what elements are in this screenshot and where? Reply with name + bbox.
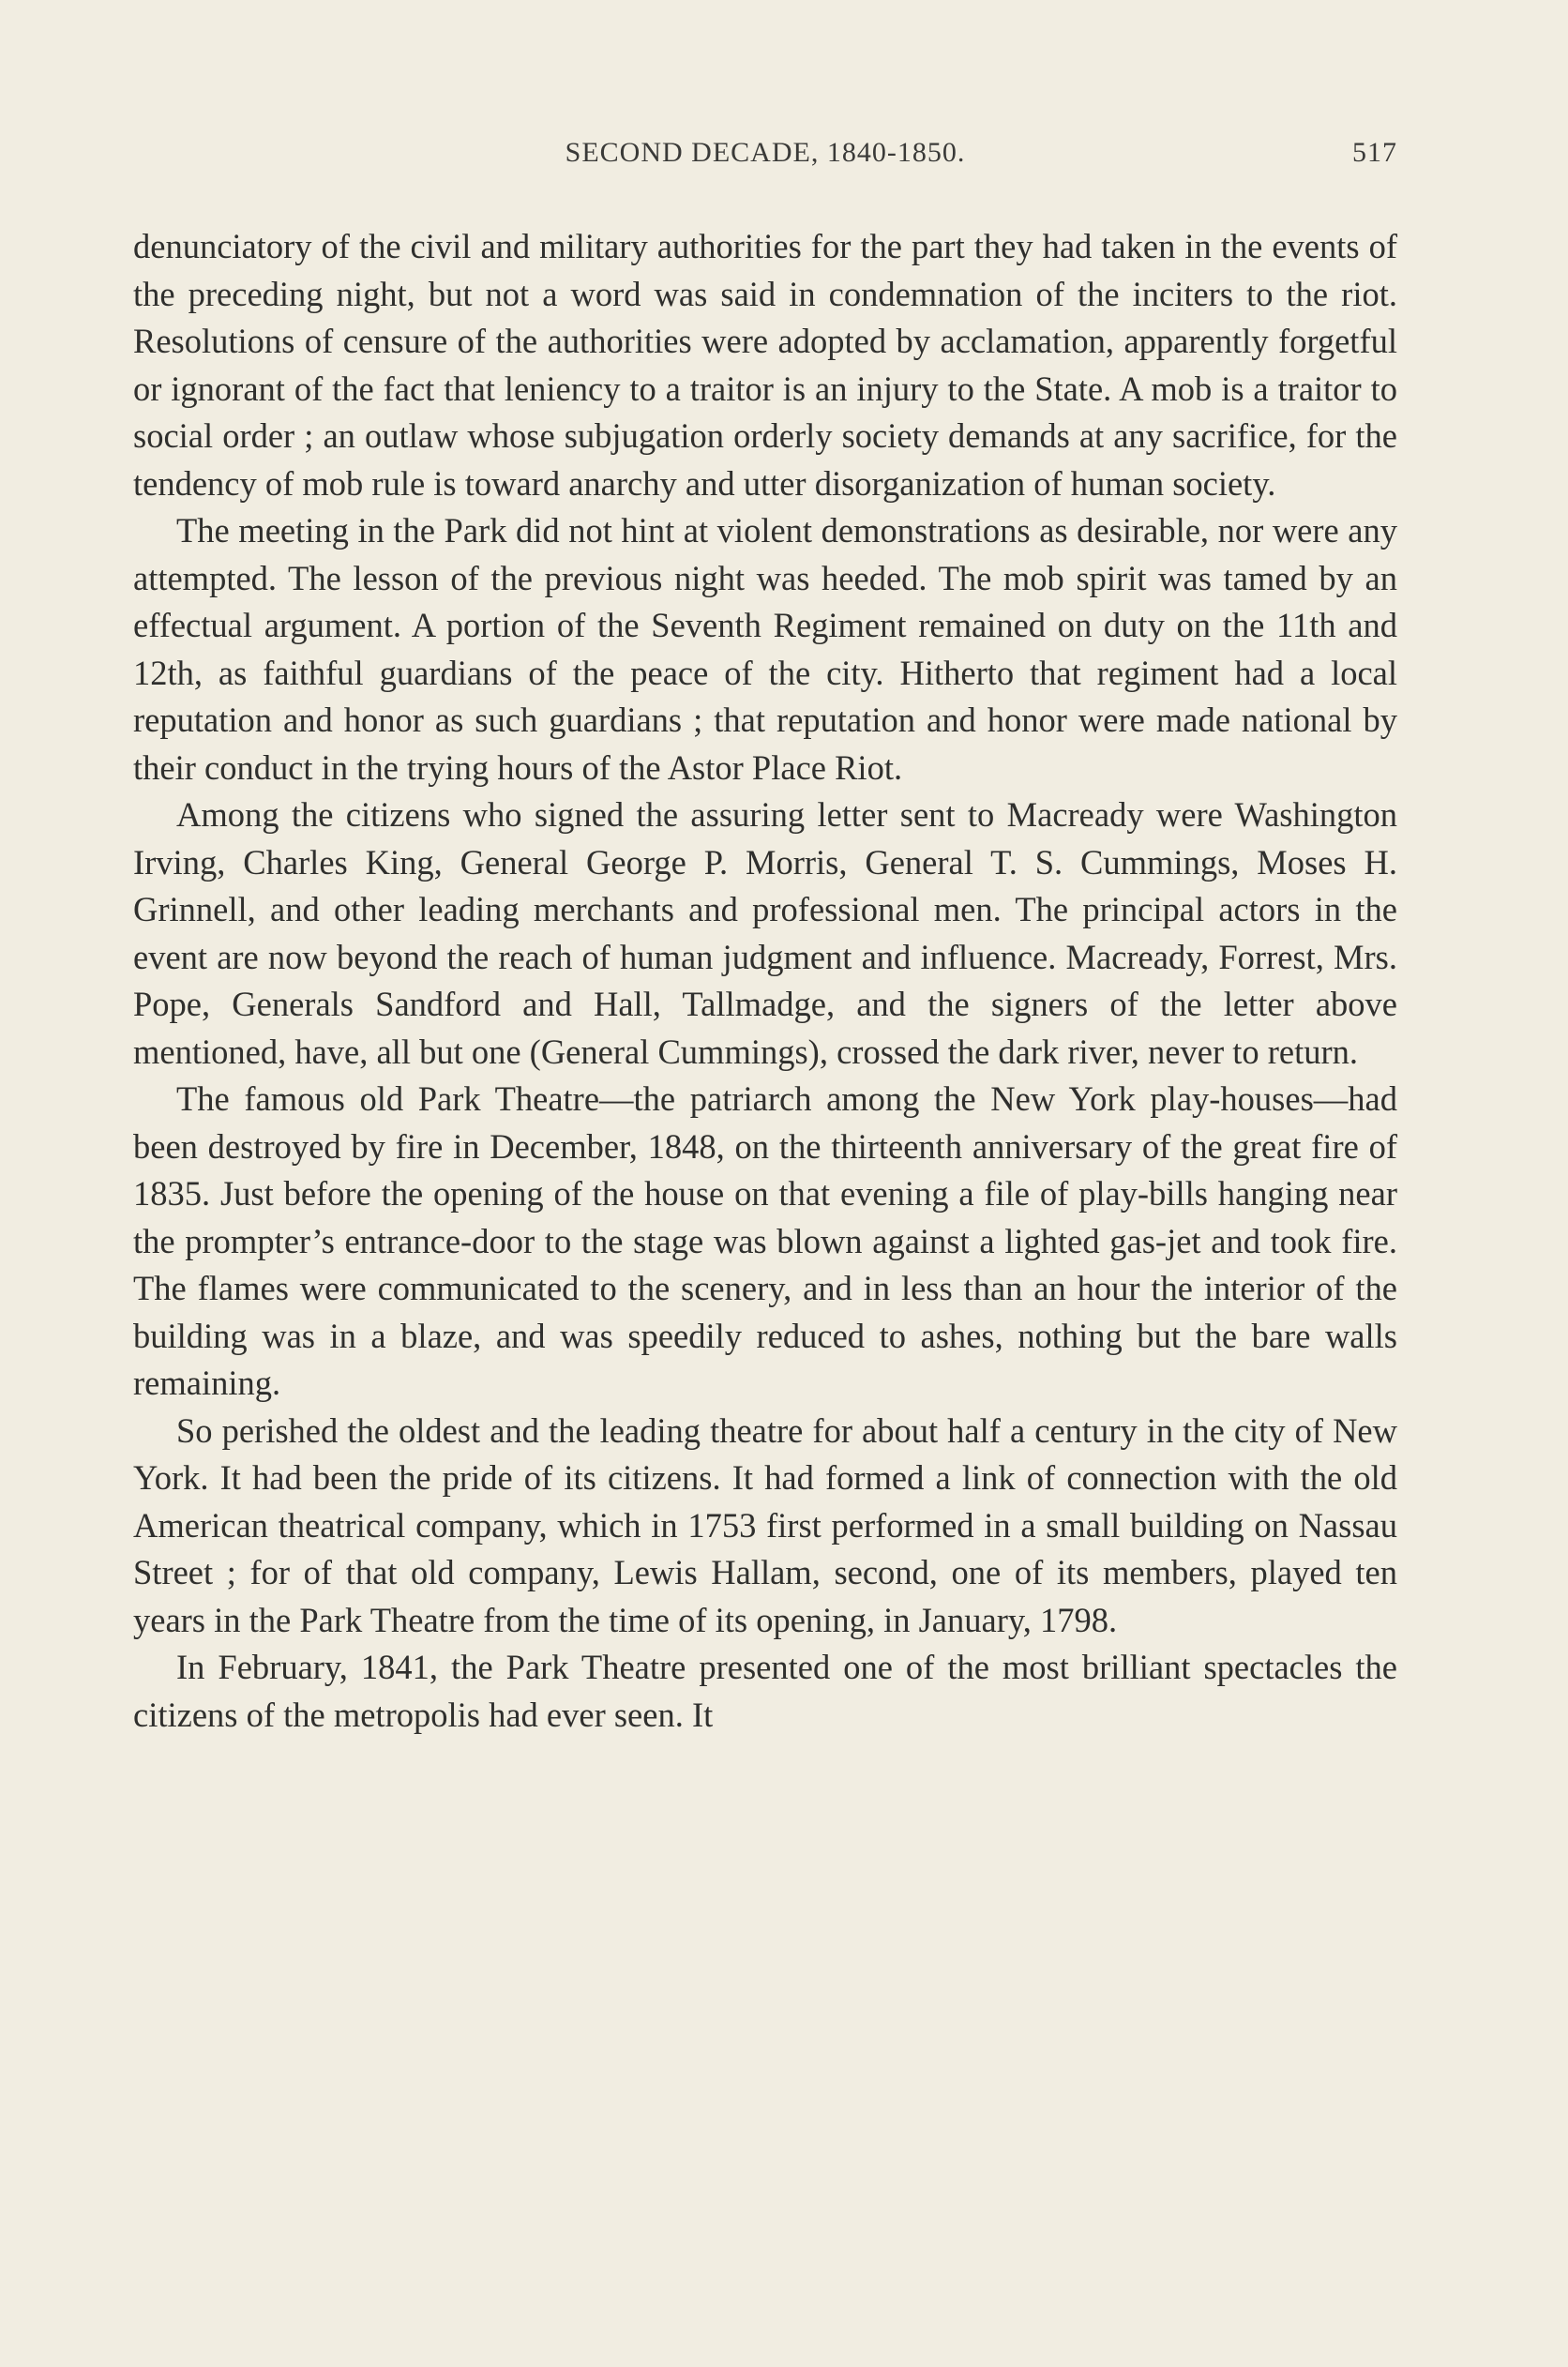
body-text — [133, 223, 1397, 1739]
paragraph-meeting-in-park: The meeting in the Park did not hint at violent demonstrations as desirable, nor were any attempted. The lesson of the previous night was heeded. The mob spirit was tamed by an effectual argument. A portion of the Seventh Regiment remained on duty on the 11th and 12th, as faithful guardians of the peace of the city. Hitherto that regiment had a local reputation and honor as such guardians ; that reputation and honor were made national by their conduct in the trying hours of the Astor Place Riot. — [133, 511, 1397, 787]
paragraph-february-1841: In February, 1841, the Park Theatre presented one of the most brilliant spectacles the citizens of the metropolis had ever seen. It — [133, 1648, 1397, 1734]
paragraph-park-theatre-fire: The famous old Park Theatre—the patriarch among the New York play-houses—had been destroyed by fire in December, 1848, on the thirteenth anniversary of the great fire of 1835. Just before the opening of the house on that evening a file of play-bills hanging near the prompter’s entrance-door to the stage was blown against a lighted gas-jet and took fire. The flames were communicated to the scenery, and in less than an hour the interior of the building was in a blaze, and was speedily reduced to ashes, nothing but the bare walls remaining. — [133, 1079, 1397, 1402]
running-head-title: SECOND DECADE, 1840-1850. — [565, 137, 966, 168]
paragraph-continued: denunciatory of the civil and military authorities for the part they had taken in the events of the preceding night, but not a word was said in condemnation of the inciters to the riot. Resolutions of censure of the authorities were adopted by acclamation, apparently forgetful or ignorant of the fact that leniency to a traitor is an injury to the State. A mob is a traitor to social order ; an outlaw whose subjugation orderly society demands at any sacrifice, for the tendency of mob rule is toward anarchy and utter disorganization of human society. — [133, 227, 1397, 503]
running-head — [133, 137, 1397, 174]
page-number: 517 — [1352, 137, 1397, 168]
paragraph-signers-of-letter: Among the citizens who signed the assuring letter sent to Macready were Washington Irving, Charles King, General George P. Morris, General T. S. Cummings, Moses H. Grinnell, and other leading merchants and professional men. The principal actors in the event are now beyond the reach of human judgment and influence. Macready, Forrest, Mrs. Pope, Generals Sandford and Hall, Tallmadge, and the signers of the letter above mentioned, have, all but one (General Cummings), crossed the dark river, never to return. — [133, 795, 1397, 1071]
paragraph-oldest-theatre: So perished the oldest and the leading theatre for about half a century in the city of New York. It had been the pride of its citizens. It had formed a link of connection with the old American theatrical company, which in 1753 first performed in a small building on Nassau Street ; for of that old company, Lewis Hallam, second, one of its members, played ten years in the Park Theatre from the time of its opening, in January, 1798. — [133, 1410, 1397, 1639]
